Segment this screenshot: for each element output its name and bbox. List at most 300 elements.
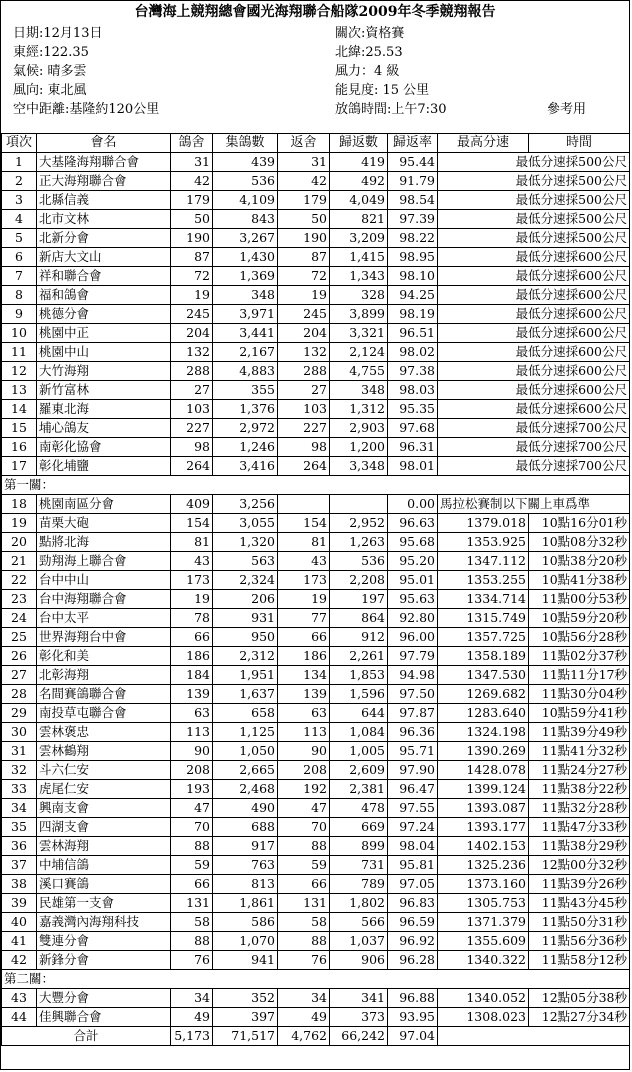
cell-returns: 328 <box>330 286 388 305</box>
table-row <box>2 799 630 818</box>
cell-returned-lofts: 42 <box>278 172 330 191</box>
cell-time: 10點56分28秒 <box>529 628 630 647</box>
cell-lofts: 34 <box>171 989 213 1008</box>
total-returns: 66,242 <box>330 1027 388 1046</box>
cell-time: 11點38分29秒 <box>529 837 630 856</box>
cell-collected: 658 <box>213 704 278 723</box>
cell-min-speed-note: 最低分速採600公尺 <box>438 286 630 305</box>
cell-returned-lofts: 31 <box>278 153 330 172</box>
cell-club: 北新分會 <box>37 229 171 248</box>
race-info <box>1 23 629 133</box>
cell-collected: 3,267 <box>213 229 278 248</box>
cell-no: 23 <box>2 590 37 609</box>
cell-returned-lofts: 77 <box>278 609 330 628</box>
cell-marathon-note: 馬拉松賽制以下關上車爲準 <box>438 495 630 514</box>
cell-return-rate: 96.59 <box>388 913 438 932</box>
cell-collected: 1,070 <box>213 932 278 951</box>
cell-time: 11點38分22秒 <box>529 780 630 799</box>
longitude: 東經:122.35 <box>13 45 89 60</box>
cell-collected: 563 <box>213 552 278 571</box>
cell-top-speed: 1402.153 <box>438 837 529 856</box>
cell-time: 11點02分37秒 <box>529 647 630 666</box>
cell-lofts: 90 <box>171 742 213 761</box>
total-return-rate: 97.04 <box>388 1027 438 1046</box>
cell-club: 大竹海翔 <box>37 362 171 381</box>
cell-returns: 1,084 <box>330 723 388 742</box>
header-returns: 歸返數 <box>330 134 388 153</box>
cell-lofts: 184 <box>171 666 213 685</box>
cell-returned-lofts: 204 <box>278 324 330 343</box>
cell-lofts: 66 <box>171 875 213 894</box>
race-stage: 關次:資格賽 <box>335 26 405 41</box>
cell-lofts: 19 <box>171 286 213 305</box>
cell-returned-lofts: 190 <box>278 229 330 248</box>
cell-collected: 3,055 <box>213 514 278 533</box>
cell-lofts: 70 <box>171 818 213 837</box>
cell-lofts: 193 <box>171 780 213 799</box>
cell-no: 32 <box>2 761 37 780</box>
cell-returns: 1,802 <box>330 894 388 913</box>
cell-collected: 763 <box>213 856 278 875</box>
cell-collected: 1,246 <box>213 438 278 457</box>
cell-collected: 2,167 <box>213 343 278 362</box>
cell-lofts: 81 <box>171 533 213 552</box>
cell-return-rate: 94.25 <box>388 286 438 305</box>
cell-club: 北彰海翔 <box>37 666 171 685</box>
table-row <box>2 286 630 305</box>
cell-club: 中埔信鴿 <box>37 856 171 875</box>
table-row <box>2 381 630 400</box>
table-row <box>2 723 630 742</box>
table-row <box>2 248 630 267</box>
cell-returns: 3,348 <box>330 457 388 476</box>
cell-returns: 644 <box>330 704 388 723</box>
cell-lofts: 227 <box>171 419 213 438</box>
cell-no: 12 <box>2 362 37 381</box>
cell-club: 新店大文山 <box>37 248 171 267</box>
cell-lofts: 288 <box>171 362 213 381</box>
cell-returns: 906 <box>330 951 388 970</box>
cell-top-speed: 1393.087 <box>438 799 529 818</box>
cell-time: 10點41分38秒 <box>529 571 630 590</box>
cell-collected: 490 <box>213 799 278 818</box>
table-row <box>2 1008 630 1027</box>
cell-return-rate: 98.01 <box>388 457 438 476</box>
header-club: 會名 <box>37 134 171 153</box>
cell-lofts: 264 <box>171 457 213 476</box>
table-row <box>2 894 630 913</box>
cell-collected: 2,324 <box>213 571 278 590</box>
cell-lofts: 139 <box>171 685 213 704</box>
cell-club: 虎尾仁安 <box>37 780 171 799</box>
cell-no: 30 <box>2 723 37 742</box>
table-row <box>2 210 630 229</box>
cell-no: 6 <box>2 248 37 267</box>
cell-return-rate: 98.54 <box>388 191 438 210</box>
header-top-speed: 最高分速 <box>438 134 529 153</box>
cell-returns: 492 <box>330 172 388 191</box>
cell-top-speed: 1305.753 <box>438 894 529 913</box>
cell-top-speed: 1340.322 <box>438 951 529 970</box>
cell-no: 20 <box>2 533 37 552</box>
cell-returned-lofts: 66 <box>278 628 330 647</box>
cell-collected: 206 <box>213 590 278 609</box>
cell-no: 11 <box>2 343 37 362</box>
wind-force: 風力：4 級 <box>335 64 400 79</box>
cell-return-rate: 97.79 <box>388 647 438 666</box>
table-row <box>2 666 630 685</box>
cell-return-rate: 96.92 <box>388 932 438 951</box>
cell-club: 雲林鶴翔 <box>37 742 171 761</box>
table-row <box>2 229 630 248</box>
table-row <box>2 495 630 514</box>
cell-time: 11點11分17秒 <box>529 666 630 685</box>
cell-return-rate: 97.24 <box>388 818 438 837</box>
cell-no: 37 <box>2 856 37 875</box>
table-row <box>2 267 630 286</box>
cell-no: 31 <box>2 742 37 761</box>
cell-returned-lofts: 98 <box>278 438 330 457</box>
cell-return-rate: 98.03 <box>388 381 438 400</box>
cell-collected: 1,369 <box>213 267 278 286</box>
cell-returned-lofts: 70 <box>278 818 330 837</box>
cell-club: 南彰化協會 <box>37 438 171 457</box>
cell-returned-lofts: 63 <box>278 704 330 723</box>
cell-time: 10點59分41秒 <box>529 704 630 723</box>
cell-collected: 3,256 <box>213 495 278 514</box>
cell-club: 彰化埔鹽 <box>37 457 171 476</box>
cell-return-rate: 95.35 <box>388 400 438 419</box>
cell-lofts: 76 <box>171 951 213 970</box>
cell-returned-lofts: 59 <box>278 856 330 875</box>
cell-returned-lofts: 186 <box>278 647 330 666</box>
cell-lofts: 47 <box>171 799 213 818</box>
cell-no: 36 <box>2 837 37 856</box>
cell-top-speed: 1371.379 <box>438 913 529 932</box>
cell-returned-lofts: 27 <box>278 381 330 400</box>
cell-time: 10點38分20秒 <box>529 552 630 571</box>
header-return-rate: 歸返率 <box>388 134 438 153</box>
cell-club: 台中中山 <box>37 571 171 590</box>
cell-club: 台中太平 <box>37 609 171 628</box>
cell-club: 點將北海 <box>37 533 171 552</box>
cell-club: 桃德分會 <box>37 305 171 324</box>
table-row <box>2 191 630 210</box>
cell-returned-lofts: 49 <box>278 1008 330 1027</box>
cell-club: 嘉義灣內海翔科技 <box>37 913 171 932</box>
cell-lofts: 43 <box>171 552 213 571</box>
cell-return-rate: 95.44 <box>388 153 438 172</box>
table-row <box>2 742 630 761</box>
cell-club: 勁翔海上聯合會 <box>37 552 171 571</box>
cell-club: 南投草屯聯合會 <box>37 704 171 723</box>
table-row <box>2 989 630 1008</box>
cell-returns: 899 <box>330 837 388 856</box>
cell-lofts: 409 <box>171 495 213 514</box>
cell-time: 11點39分26秒 <box>529 875 630 894</box>
table-row <box>2 476 630 495</box>
cell-return-rate: 97.38 <box>388 362 438 381</box>
cell-collected: 355 <box>213 381 278 400</box>
cell-return-rate: 95.01 <box>388 571 438 590</box>
wind-direction: 風向: 東北風 <box>13 83 87 98</box>
cell-return-rate: 91.79 <box>388 172 438 191</box>
cell-return-rate: 98.22 <box>388 229 438 248</box>
cell-time: 11點58分12秒 <box>529 951 630 970</box>
table-row <box>2 856 630 875</box>
header-time: 時間 <box>529 134 630 153</box>
table-row <box>2 438 630 457</box>
cell-min-speed-note: 最低分速採600公尺 <box>438 248 630 267</box>
table-header <box>2 134 630 153</box>
cell-no: 34 <box>2 799 37 818</box>
cell-returns: 536 <box>330 552 388 571</box>
cell-club: 名間賽鴿聯合會 <box>37 685 171 704</box>
cell-lofts: 208 <box>171 761 213 780</box>
cell-no: 25 <box>2 628 37 647</box>
cell-collected: 1,430 <box>213 248 278 267</box>
cell-time: 12點05分38秒 <box>529 989 630 1008</box>
table-row <box>2 780 630 799</box>
cell-return-rate: 97.05 <box>388 875 438 894</box>
cell-return-rate: 96.51 <box>388 324 438 343</box>
cell-min-speed-note: 最低分速採700公尺 <box>438 457 630 476</box>
cell-min-speed-note: 最低分速採700公尺 <box>438 419 630 438</box>
cell-return-rate: 98.95 <box>388 248 438 267</box>
cell-returns: 2,609 <box>330 761 388 780</box>
total-row <box>2 1027 630 1046</box>
cell-time: 11點30分04秒 <box>529 685 630 704</box>
cell-returns: 373 <box>330 1008 388 1027</box>
cell-collected: 688 <box>213 818 278 837</box>
table-row <box>2 818 630 837</box>
cell-returns: 3,209 <box>330 229 388 248</box>
table-row <box>2 457 630 476</box>
cell-lofts: 245 <box>171 305 213 324</box>
cell-club: 正大海翔聯合會 <box>37 172 171 191</box>
table-row <box>2 305 630 324</box>
cell-lofts: 179 <box>171 191 213 210</box>
cell-collected: 2,468 <box>213 780 278 799</box>
cell-return-rate: 95.68 <box>388 533 438 552</box>
cell-top-speed: 1399.124 <box>438 780 529 799</box>
cell-min-speed-note: 最低分速採500公尺 <box>438 210 630 229</box>
cell-lofts: 63 <box>171 704 213 723</box>
cell-min-speed-note: 最低分速採600公尺 <box>438 381 630 400</box>
cell-club: 興南支會 <box>37 799 171 818</box>
cell-returns: 3,321 <box>330 324 388 343</box>
header-no: 項次 <box>2 134 37 153</box>
table-row <box>2 761 630 780</box>
table-row <box>2 552 630 571</box>
total-collected: 71,517 <box>213 1027 278 1046</box>
cell-collected: 3,441 <box>213 324 278 343</box>
cell-club: 桃園中山 <box>37 343 171 362</box>
cell-top-speed: 1428.078 <box>438 761 529 780</box>
cell-returned-lofts: 288 <box>278 362 330 381</box>
cell-no: 39 <box>2 894 37 913</box>
results-table <box>1 133 630 1046</box>
cell-club: 雲林海翔 <box>37 837 171 856</box>
cell-club: 北市文林 <box>37 210 171 229</box>
cell-return-rate: 98.04 <box>388 837 438 856</box>
cell-club: 新鋒分會 <box>37 951 171 970</box>
cell-returned-lofts: 154 <box>278 514 330 533</box>
cell-time: 11點32分28秒 <box>529 799 630 818</box>
table-row <box>2 704 630 723</box>
cell-returned-lofts: 47 <box>278 799 330 818</box>
cell-returns: 2,124 <box>330 343 388 362</box>
cell-time: 11點39分49秒 <box>529 723 630 742</box>
cell-top-speed: 1308.023 <box>438 1008 529 1027</box>
cell-collected: 4,883 <box>213 362 278 381</box>
section-label-stage-1: 第一關： <box>2 476 630 495</box>
cell-top-speed: 1283.640 <box>438 704 529 723</box>
cell-return-rate: 96.28 <box>388 951 438 970</box>
cell-no: 21 <box>2 552 37 571</box>
cell-no: 5 <box>2 229 37 248</box>
cell-time: 11點00分53秒 <box>529 590 630 609</box>
table-row <box>2 970 630 989</box>
cell-return-rate: 95.81 <box>388 856 438 875</box>
cell-club: 新竹富林 <box>37 381 171 400</box>
cell-top-speed: 1269.682 <box>438 685 529 704</box>
cell-club: 北縣信義 <box>37 191 171 210</box>
cell-no: 4 <box>2 210 37 229</box>
release-time: 放鴿時間:上午7:30 <box>335 102 447 117</box>
air-distance: 空中距離:基隆約120公里 <box>13 102 160 117</box>
visibility: 能見度: 15 公里 <box>335 83 430 98</box>
cell-top-speed: 1358.189 <box>438 647 529 666</box>
cell-returns: 2,208 <box>330 571 388 590</box>
cell-no: 40 <box>2 913 37 932</box>
cell-return-rate: 97.55 <box>388 799 438 818</box>
cell-returned-lofts: 132 <box>278 343 330 362</box>
cell-lofts: 103 <box>171 400 213 419</box>
cell-lofts: 49 <box>171 1008 213 1027</box>
cell-returns: 669 <box>330 818 388 837</box>
cell-returns <box>330 495 388 514</box>
cell-top-speed: 1353.255 <box>438 571 529 590</box>
cell-no: 24 <box>2 609 37 628</box>
cell-returned-lofts: 245 <box>278 305 330 324</box>
reference-note: 參考用 <box>547 102 587 117</box>
cell-returns: 2,261 <box>330 647 388 666</box>
cell-returns: 348 <box>330 381 388 400</box>
cell-time: 12點00分32秒 <box>529 856 630 875</box>
cell-collected: 348 <box>213 286 278 305</box>
cell-returned-lofts: 179 <box>278 191 330 210</box>
cell-top-speed: 1334.714 <box>438 590 529 609</box>
cell-returned-lofts: 208 <box>278 761 330 780</box>
cell-no: 29 <box>2 704 37 723</box>
cell-return-rate: 98.19 <box>388 305 438 324</box>
total-empty <box>438 1027 630 1046</box>
cell-min-speed-note: 最低分速採500公尺 <box>438 153 630 172</box>
cell-min-speed-note: 最低分速採600公尺 <box>438 343 630 362</box>
cell-returned-lofts: 81 <box>278 533 330 552</box>
cell-club: 福和鴿會 <box>37 286 171 305</box>
cell-top-speed: 1347.530 <box>438 666 529 685</box>
cell-top-speed: 1373.160 <box>438 875 529 894</box>
cell-club: 大豐分會 <box>37 989 171 1008</box>
cell-no: 2 <box>2 172 37 191</box>
cell-min-speed-note: 最低分速採600公尺 <box>438 400 630 419</box>
cell-lofts: 50 <box>171 210 213 229</box>
total-lofts: 5,173 <box>171 1027 213 1046</box>
cell-return-rate: 96.88 <box>388 989 438 1008</box>
cell-top-speed: 1347.112 <box>438 552 529 571</box>
cell-club: 羅東北海 <box>37 400 171 419</box>
cell-collected: 917 <box>213 837 278 856</box>
cell-returned-lofts <box>278 495 330 514</box>
cell-returns: 1,312 <box>330 400 388 419</box>
section-label-stage-2: 第二關： <box>2 970 630 989</box>
table-row <box>2 362 630 381</box>
cell-no: 28 <box>2 685 37 704</box>
cell-returns: 2,952 <box>330 514 388 533</box>
cell-no: 17 <box>2 457 37 476</box>
cell-lofts: 154 <box>171 514 213 533</box>
cell-returned-lofts: 227 <box>278 419 330 438</box>
cell-no: 42 <box>2 951 37 970</box>
cell-no: 26 <box>2 647 37 666</box>
cell-returned-lofts: 134 <box>278 666 330 685</box>
cell-lofts: 66 <box>171 628 213 647</box>
cell-collected: 1,951 <box>213 666 278 685</box>
cell-collected: 586 <box>213 913 278 932</box>
cell-return-rate: 97.39 <box>388 210 438 229</box>
cell-return-rate: 97.87 <box>388 704 438 723</box>
cell-club: 民雄第一支會 <box>37 894 171 913</box>
cell-club: 世界海翔台中會 <box>37 628 171 647</box>
cell-lofts: 42 <box>171 172 213 191</box>
cell-top-speed: 1390.269 <box>438 742 529 761</box>
header-collected: 集鴿數 <box>213 134 278 153</box>
cell-time: 11點24分27秒 <box>529 761 630 780</box>
cell-lofts: 131 <box>171 894 213 913</box>
cell-returned-lofts: 58 <box>278 913 330 932</box>
cell-returned-lofts: 66 <box>278 875 330 894</box>
cell-lofts: 87 <box>171 248 213 267</box>
header-lofts: 鴿舍 <box>171 134 213 153</box>
cell-return-rate: 98.02 <box>388 343 438 362</box>
cell-return-rate: 94.98 <box>388 666 438 685</box>
cell-return-rate: 93.95 <box>388 1008 438 1027</box>
table-row <box>2 343 630 362</box>
cell-lofts: 19 <box>171 590 213 609</box>
table-row <box>2 172 630 191</box>
cell-collected: 352 <box>213 989 278 1008</box>
cell-min-speed-note: 最低分速採500公尺 <box>438 172 630 191</box>
table-row <box>2 609 630 628</box>
cell-club: 埔心鴿友 <box>37 419 171 438</box>
cell-return-rate: 98.10 <box>388 267 438 286</box>
cell-collected: 941 <box>213 951 278 970</box>
cell-returns: 1,263 <box>330 533 388 552</box>
cell-collected: 1,125 <box>213 723 278 742</box>
cell-returned-lofts: 90 <box>278 742 330 761</box>
cell-collected: 397 <box>213 1008 278 1027</box>
cell-lofts: 31 <box>171 153 213 172</box>
cell-club: 桃園中正 <box>37 324 171 343</box>
total-returned-lofts: 4,762 <box>278 1027 330 1046</box>
cell-collected: 4,109 <box>213 191 278 210</box>
cell-time: 11點47分33秒 <box>529 818 630 837</box>
cell-no: 19 <box>2 514 37 533</box>
cell-returns: 419 <box>330 153 388 172</box>
cell-top-speed: 1340.052 <box>438 989 529 1008</box>
